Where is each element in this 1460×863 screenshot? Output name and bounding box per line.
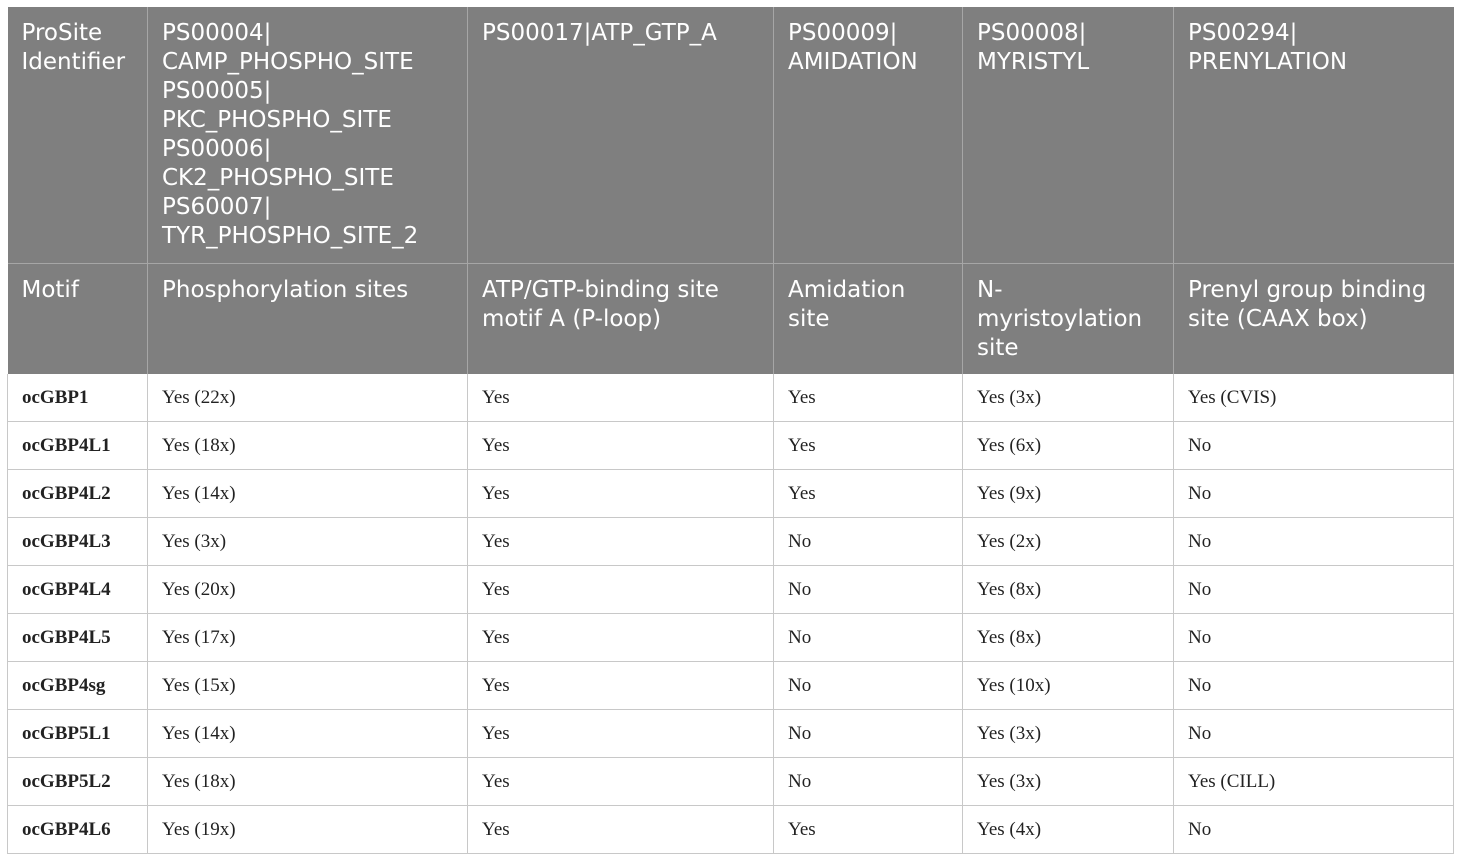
- header-line: TYR_PHOSPHO_SITE_2: [162, 223, 419, 249]
- cell-amidation: No: [774, 758, 963, 806]
- cell-protein-name: ocGBP4L3: [8, 518, 148, 566]
- table-row: [8, 422, 1454, 470]
- header-line: PS00005|: [162, 78, 272, 104]
- cell-myristoylation: Yes (10x): [963, 662, 1174, 710]
- header-line: motif A (P-loop): [482, 306, 662, 332]
- header-line: site: [977, 335, 1019, 361]
- cell-phosphorylation: Yes (17x): [148, 614, 468, 662]
- header-cell-prenylation-id: [1174, 7, 1454, 264]
- cell-prenylation: No: [1174, 566, 1454, 614]
- header-line: AMIDATION: [788, 49, 918, 75]
- cell-ploop: Yes: [468, 710, 774, 758]
- header-line: Phosphorylation sites: [162, 277, 409, 303]
- cell-ploop: Yes: [468, 518, 774, 566]
- cell-amidation: Yes: [774, 422, 963, 470]
- cell-myristoylation: Yes (6x): [963, 422, 1174, 470]
- table-row: [8, 374, 1454, 422]
- header-line: N-: [977, 277, 1003, 303]
- header-line: Motif: [21, 277, 79, 303]
- cell-prenylation: No: [1174, 614, 1454, 662]
- header-line: myristoylation: [977, 306, 1143, 332]
- header-row-prosite-identifier: [8, 7, 1454, 264]
- header-cell-prosite-identifier: [8, 7, 148, 264]
- cell-ploop: Yes: [468, 758, 774, 806]
- table-row: [8, 806, 1454, 854]
- prosite-motif-table-container: [7, 7, 1453, 854]
- header-line: site (CAAX box): [1188, 306, 1368, 332]
- cell-protein-name: ocGBP5L2: [8, 758, 148, 806]
- cell-protein-name: ocGBP4L2: [8, 470, 148, 518]
- cell-amidation: No: [774, 662, 963, 710]
- header-line: MYRISTYL: [977, 49, 1090, 75]
- cell-phosphorylation: Yes (14x): [148, 470, 468, 518]
- header-cell-atp-gtp-id: [468, 7, 774, 264]
- header-line: ProSite: [21, 20, 103, 46]
- table-row: [8, 662, 1454, 710]
- cell-myristoylation: Yes (8x): [963, 614, 1174, 662]
- cell-ploop: Yes: [468, 806, 774, 854]
- table-row: [8, 470, 1454, 518]
- header-cell-phospho-ids: [148, 7, 468, 264]
- table-row: [8, 614, 1454, 662]
- table-row: [8, 518, 1454, 566]
- header-line: Amidation: [788, 277, 906, 303]
- header-line: Prenyl group binding: [1188, 277, 1427, 303]
- cell-phosphorylation: Yes (18x): [148, 758, 468, 806]
- cell-prenylation: No: [1174, 662, 1454, 710]
- header-cell-caax-box: [1174, 264, 1454, 375]
- header-cell-ploop: [468, 264, 774, 375]
- cell-phosphorylation: Yes (20x): [148, 566, 468, 614]
- cell-ploop: Yes: [468, 470, 774, 518]
- cell-amidation: Yes: [774, 470, 963, 518]
- cell-phosphorylation: Yes (19x): [148, 806, 468, 854]
- cell-protein-name: ocGBP4L5: [8, 614, 148, 662]
- cell-protein-name: ocGBP4L6: [8, 806, 148, 854]
- header-line: Identifier: [21, 49, 126, 75]
- header-line: PS60007|: [162, 194, 272, 220]
- header-line: PS00294|: [1188, 20, 1298, 46]
- cell-phosphorylation: Yes (22x): [148, 374, 468, 422]
- header-cell-myristyl-id: [963, 7, 1174, 264]
- cell-myristoylation: Yes (3x): [963, 374, 1174, 422]
- cell-amidation: No: [774, 518, 963, 566]
- header-cell-motif: [8, 264, 148, 375]
- header-cell-phosphorylation-sites: [148, 264, 468, 375]
- table-row: [8, 566, 1454, 614]
- cell-protein-name: ocGBP1: [8, 374, 148, 422]
- cell-ploop: Yes: [468, 614, 774, 662]
- header-line: PKC_PHOSPHO_SITE: [162, 107, 392, 133]
- cell-myristoylation: Yes (4x): [963, 806, 1174, 854]
- cell-amidation: No: [774, 566, 963, 614]
- header-cell-amidation-id: [774, 7, 963, 264]
- cell-phosphorylation: Yes (15x): [148, 662, 468, 710]
- cell-phosphorylation: Yes (3x): [148, 518, 468, 566]
- cell-prenylation: No: [1174, 518, 1454, 566]
- header-cell-myristoylation-site: [963, 264, 1174, 375]
- cell-ploop: Yes: [468, 566, 774, 614]
- header-line: CK2_PHOSPHO_SITE: [162, 165, 394, 191]
- header-line: PS00008|: [977, 20, 1087, 46]
- cell-protein-name: ocGBP5L1: [8, 710, 148, 758]
- cell-myristoylation: Yes (8x): [963, 566, 1174, 614]
- header-line: PS00004|: [162, 20, 272, 46]
- cell-prenylation: Yes (CVIS): [1174, 374, 1454, 422]
- cell-amidation: No: [774, 614, 963, 662]
- cell-protein-name: ocGBP4L1: [8, 422, 148, 470]
- cell-prenylation: No: [1174, 806, 1454, 854]
- header-line: PS00009|: [788, 20, 898, 46]
- header-line: PS00017|ATP_GTP_A: [482, 20, 717, 46]
- prosite-motif-table: [7, 7, 1454, 854]
- header-line: site: [788, 306, 830, 332]
- table-row: [8, 758, 1454, 806]
- cell-myristoylation: Yes (9x): [963, 470, 1174, 518]
- header-line: CAMP_PHOSPHO_SITE: [162, 49, 414, 75]
- cell-prenylation: No: [1174, 710, 1454, 758]
- cell-protein-name: ocGBP4L4: [8, 566, 148, 614]
- cell-myristoylation: Yes (3x): [963, 710, 1174, 758]
- header-line: ATP/GTP-binding site: [482, 277, 719, 303]
- table-body: [8, 374, 1454, 854]
- cell-amidation: No: [774, 710, 963, 758]
- table-header: [8, 7, 1454, 374]
- cell-myristoylation: Yes (2x): [963, 518, 1174, 566]
- cell-amidation: Yes: [774, 806, 963, 854]
- cell-phosphorylation: Yes (14x): [148, 710, 468, 758]
- cell-phosphorylation: Yes (18x): [148, 422, 468, 470]
- header-line: PRENYLATION: [1188, 49, 1348, 75]
- cell-prenylation: No: [1174, 422, 1454, 470]
- cell-ploop: Yes: [468, 662, 774, 710]
- cell-prenylation: Yes (CILL): [1174, 758, 1454, 806]
- header-cell-amidation-site: [774, 264, 963, 375]
- table-row: [8, 710, 1454, 758]
- cell-ploop: Yes: [468, 422, 774, 470]
- cell-prenylation: No: [1174, 470, 1454, 518]
- cell-amidation: Yes: [774, 374, 963, 422]
- cell-ploop: Yes: [468, 374, 774, 422]
- cell-myristoylation: Yes (3x): [963, 758, 1174, 806]
- cell-protein-name: ocGBP4sg: [8, 662, 148, 710]
- header-row-motif: [8, 264, 1454, 375]
- header-line: PS00006|: [162, 136, 272, 162]
